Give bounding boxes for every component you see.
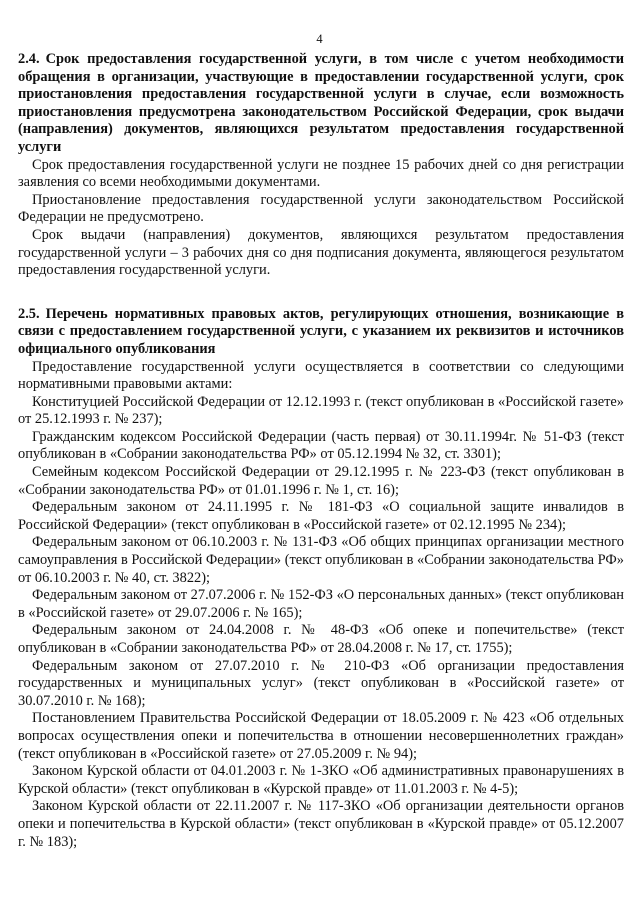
legal-act-item: Постановлением Правительства Российской Федерации от 18.05.2009 г. № 423 «Об отдельных вопросах осуществления опеки и попечительства в отношении несовершеннолетних граждан» (текст опубликован в «Российской газете» от 27.05.2009 г. № 94); xyxy=(18,710,624,762)
legal-act-item: Законом Курской области от 04.01.2003 г. № 1-ЗКО «Об административных правонарушениях в Курской области» (текст опубликован в «Курской правде» от 11.01.2003 г. № 4-5); xyxy=(18,763,624,797)
section-heading-text: Перечень нормативных правовых актов, регулирующих отношения, возникающие в связи с предоставлением государственной услуги, с указанием их реквизитов и источников официального опубликования xyxy=(18,305,624,357)
legal-act-item: Федеральным законом от 24.04.2008 г. № 48-ФЗ «Об опеке и попечительстве» (текст опубликован в «Собрании законодательства РФ» от 28.04.2008 г. № 17, ст. 1755); xyxy=(18,622,624,656)
section-spacer xyxy=(18,280,624,306)
section-2-4 xyxy=(18,51,624,280)
legal-act-item: Конституцией Российской Федерации от 12.12.1993 г. (текст опубликован в «Российской газете» от 25.12.1993 г. № 237); xyxy=(18,393,624,428)
paragraph: Срок выдачи (направления) документов, являющихся результатом предоставления государственной услуги – 3 рабочих дня со дня подписания документа, являющегося результатом предоставления государственной услуги. xyxy=(18,226,624,279)
section-number: 2.5. xyxy=(18,305,40,322)
section-heading xyxy=(18,51,624,157)
section-heading-text: Срок предоставления государственной услуги, в том числе с учетом необходимости обращения в организации, участвующие в предоставлении государственной услуги, срок приостановления предоставления государственной услуги в случае, если возможность приостановления предусмотрена законодательством Российской Федерации, срок выдачи (направления) документов, являющихся результатом предоставления государственной услуги xyxy=(18,51,624,155)
legal-act-item: Федеральным законом от 27.07.2010 г. № 210-ФЗ «Об организации предоставления государственных и муниципальных услуг» (текст опубликован в «Российской газете» от 30.07.2010 г. № 168); xyxy=(18,657,624,709)
paragraph: Приостановление предоставления государственной услуги законодательством Российской Федерации не предусмотрено. xyxy=(18,191,624,226)
page-number: 4 xyxy=(316,32,323,46)
paragraph: Срок предоставления государственной услуги не позднее 15 рабочих дней со дня регистрации заявления со всеми необходимыми документами. xyxy=(18,156,624,191)
paragraph: Предоставление государственной услуги осуществляется в соответствии со следующими нормативными правовыми актами: xyxy=(18,358,624,393)
legal-act-item: Законом Курской области от 22.11.2007 г. № 117-ЗКО «Об организации деятельности органов опеки и попечительства в Курской области» (текст опубликован в «Курской правде» от 05.12.2007 г. № 183); xyxy=(18,798,624,850)
section-number: 2.4. xyxy=(18,51,40,67)
legal-act-item: Федеральным законом от 24.11.1995 г. № 181-ФЗ «О социальной защите инвалидов в Российской Федерации» (текст опубликован в «Российской газете» от 02.12.1995 № 234); xyxy=(18,499,624,533)
legal-act-item: Гражданским кодексом Российской Федерации (часть первая) от 30.11.1994г. № 51-ФЗ (текст опубликован в «Собрании законодательства РФ» от 05.12.1994 № 32, ст. 3301); xyxy=(18,428,624,463)
legal-act-item: Федеральным законом от 06.10.2003 г. № 131-ФЗ «Об общих принципах организации местного самоуправления в Российской Федерации» (текст опубликован в «Собрании законодательства РФ» от 06.10.2003 г. № 40, ст. 3822); xyxy=(18,534,624,586)
section-2-5 xyxy=(18,306,624,851)
legal-act-item: Семейным кодексом Российской Федерации от 29.12.1995 г. № 223-ФЗ (текст опубликован в «Собрании законодательства РФ» от 01.01.1996 г. № 1, ст. 16); xyxy=(18,464,624,498)
page-content xyxy=(18,51,624,851)
section-heading xyxy=(18,306,624,359)
legal-act-item: Федеральным законом от 27.07.2006 г. № 152-ФЗ «О персональных данных» (текст опубликован в «Российской газете» от 29.07.2006 г. № 165); xyxy=(18,587,624,621)
